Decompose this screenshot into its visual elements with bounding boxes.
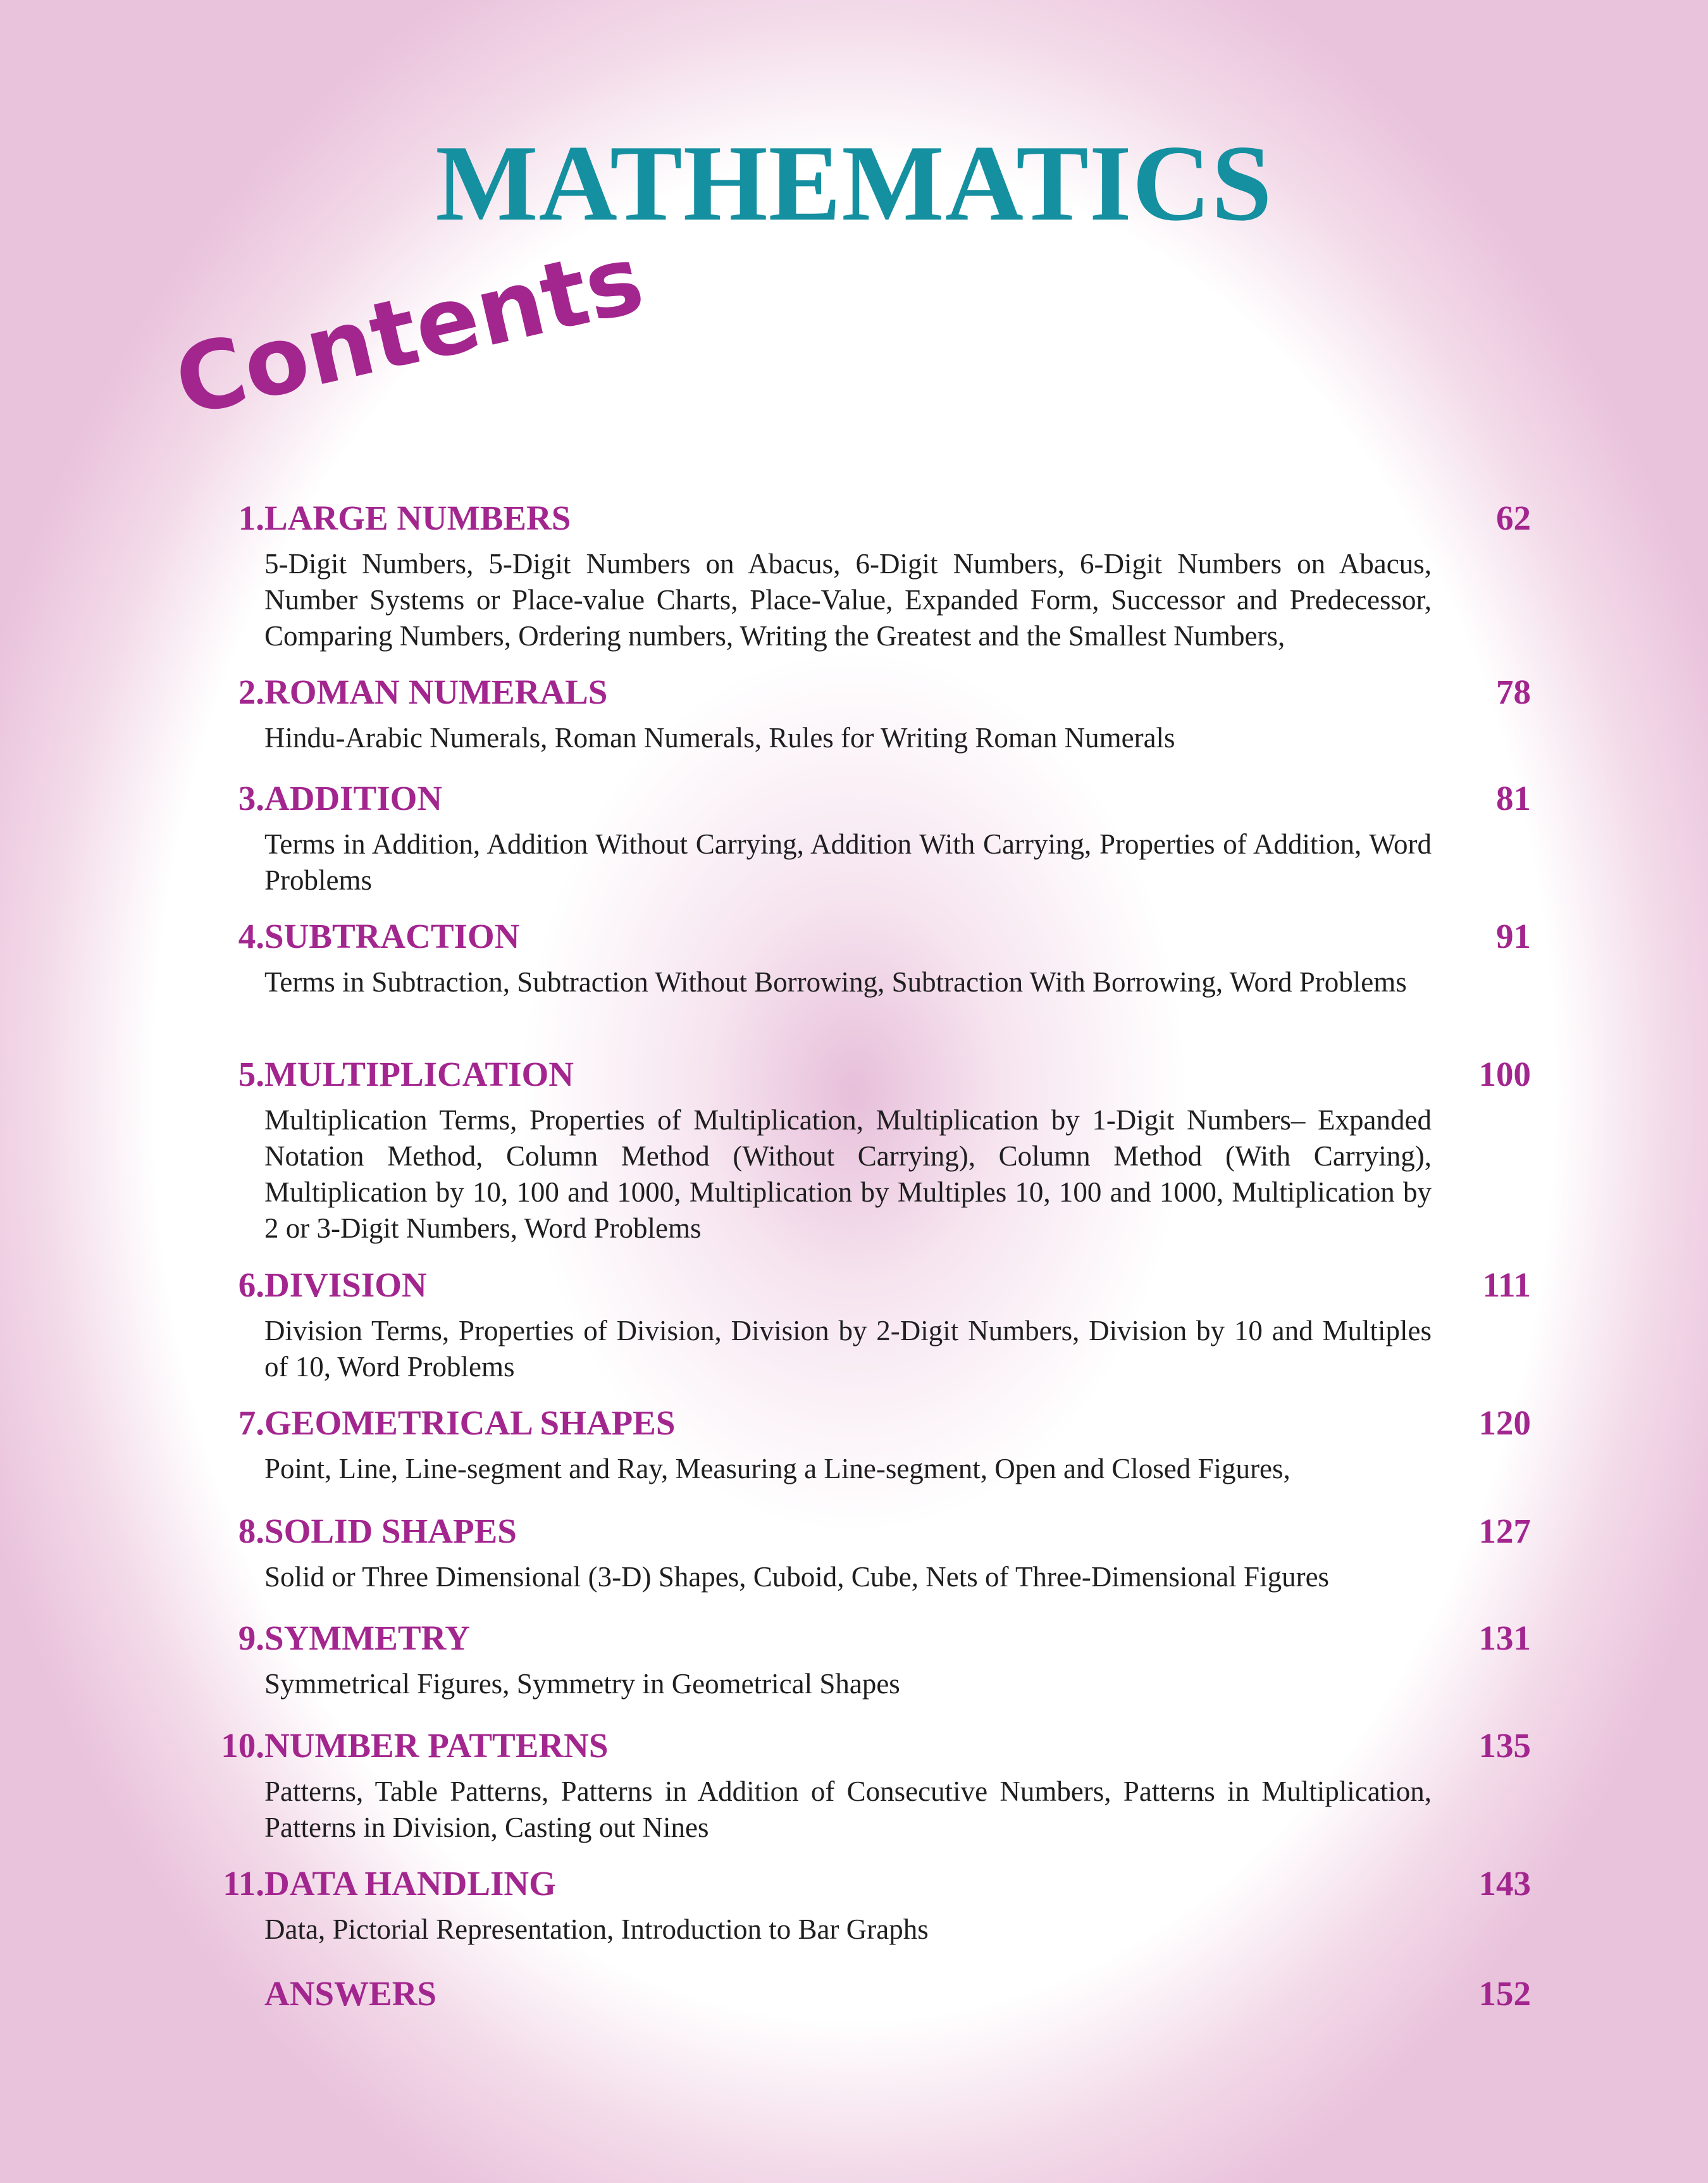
- chapter-title[interactable]: DATA HANDLING: [264, 1864, 556, 1903]
- page-title: MATHEMATICS: [435, 123, 1273, 244]
- chapter-page-number: 143: [1478, 1864, 1531, 1903]
- chapter-topics: Data, Pictorial Representation, Introduction to Bar Graphs: [264, 1913, 929, 1945]
- chapter-number: 4.: [238, 917, 264, 955]
- chapter-page-number: 91: [1496, 917, 1531, 955]
- chapter-number: 10.: [221, 1726, 264, 1765]
- chapter-number: 3.: [238, 779, 264, 818]
- chapter-topics: Solid or Three Dimensional (3-D) Shapes, Cuboid, Cube, Nets of Three-Dimensional Figures: [264, 1561, 1330, 1593]
- chapter-number: 9.: [238, 1619, 264, 1657]
- contents-heading: Contents: [165, 224, 653, 437]
- chapter-topics: Terms in Addition, Addition Without Carrying, Addition With Carrying, Properties of Addition, Word Problems: [264, 828, 1432, 896]
- chapter-topics: Point, Line, Line-segment and Ray, Measuring a Line-segment, Open and Closed Figures,: [264, 1453, 1290, 1484]
- chapter-page-number: 152: [1478, 1974, 1531, 2013]
- chapter-page-number: 100: [1478, 1055, 1531, 1093]
- chapter-title[interactable]: SYMMETRY: [264, 1619, 471, 1657]
- chapter-title[interactable]: ROMAN NUMERALS: [264, 673, 608, 711]
- chapter-topics: Symmetrical Figures, Symmetry in Geometrical Shapes: [264, 1668, 900, 1700]
- chapter-page-number: 120: [1478, 1403, 1531, 1442]
- chapter-number: 2.: [238, 673, 264, 711]
- chapter-title[interactable]: DIVISION: [264, 1266, 427, 1304]
- chapter-title[interactable]: NUMBER PATTERNS: [264, 1726, 609, 1765]
- chapter-topics: Multiplication Terms, Properties of Multiplication, Multiplication by 1-Digit Numbers– Expanded Notation Method, Column Method (Without Carrying), Column Method (With Carrying), Multiplication by 10, 100 and 1000, Multiplication by Multiples 10, 100 and 1000, Multiplication by 2 or 3-Digit Numbers, Word Problems: [264, 1104, 1432, 1244]
- chapter-number: 6.: [238, 1266, 264, 1304]
- chapter-page-number: 81: [1496, 779, 1531, 818]
- chapter-title[interactable]: LARGE NUMBERS: [264, 499, 571, 537]
- chapter-title[interactable]: MULTIPLICATION: [264, 1055, 574, 1093]
- chapter-number: 7.: [238, 1403, 264, 1442]
- chapter-topics: Hindu-Arabic Numerals, Roman Numerals, Rules for Writing Roman Numerals: [264, 722, 1175, 754]
- chapter-title[interactable]: SOLID SHAPES: [264, 1512, 517, 1550]
- chapter-number: 11.: [223, 1864, 264, 1903]
- chapter-title[interactable]: GEOMETRICAL SHAPES: [264, 1403, 676, 1442]
- chapter-page-number: 135: [1478, 1726, 1531, 1765]
- chapter-topics: Terms in Subtraction, Subtraction Without Borrowing, Subtraction With Borrowing, Word Problems: [264, 966, 1407, 998]
- chapter-number: 8.: [238, 1512, 264, 1550]
- chapter-number: 1.: [238, 499, 264, 537]
- chapter-number: 5.: [238, 1055, 264, 1093]
- chapter-topics: Division Terms, Properties of Division, Division by 2-Digit Numbers, Division by 10 and Multiples of 10, Word Problems: [264, 1315, 1432, 1383]
- chapter-page-number: 131: [1478, 1619, 1531, 1657]
- chapter-page-number: 111: [1482, 1266, 1531, 1304]
- chapter-title[interactable]: ADDITION: [264, 779, 443, 818]
- chapter-topics: Patterns, Table Patterns, Patterns in Addition of Consecutive Numbers, Patterns in Multiplication, Patterns in Division, Casting out Nines: [264, 1776, 1432, 1843]
- chapter-page-number: 78: [1496, 673, 1531, 711]
- chapter-title[interactable]: ANSWERS: [264, 1974, 437, 2013]
- chapter-page-number: 62: [1496, 499, 1531, 537]
- chapter-page-number: 127: [1478, 1512, 1531, 1550]
- chapter-topics: 5-Digit Numbers, 5-Digit Numbers on Abacus, 6-Digit Numbers, 6-Digit Numbers on Abacus, Number Systems or Place-value Charts, Place-Value, Expanded Form, Successor and Predecessor, Comparing Numbers, Ordering numbers, Writing the Greatest and the Smallest Numbers,: [264, 548, 1432, 652]
- chapter-title[interactable]: SUBTRACTION: [264, 917, 520, 955]
